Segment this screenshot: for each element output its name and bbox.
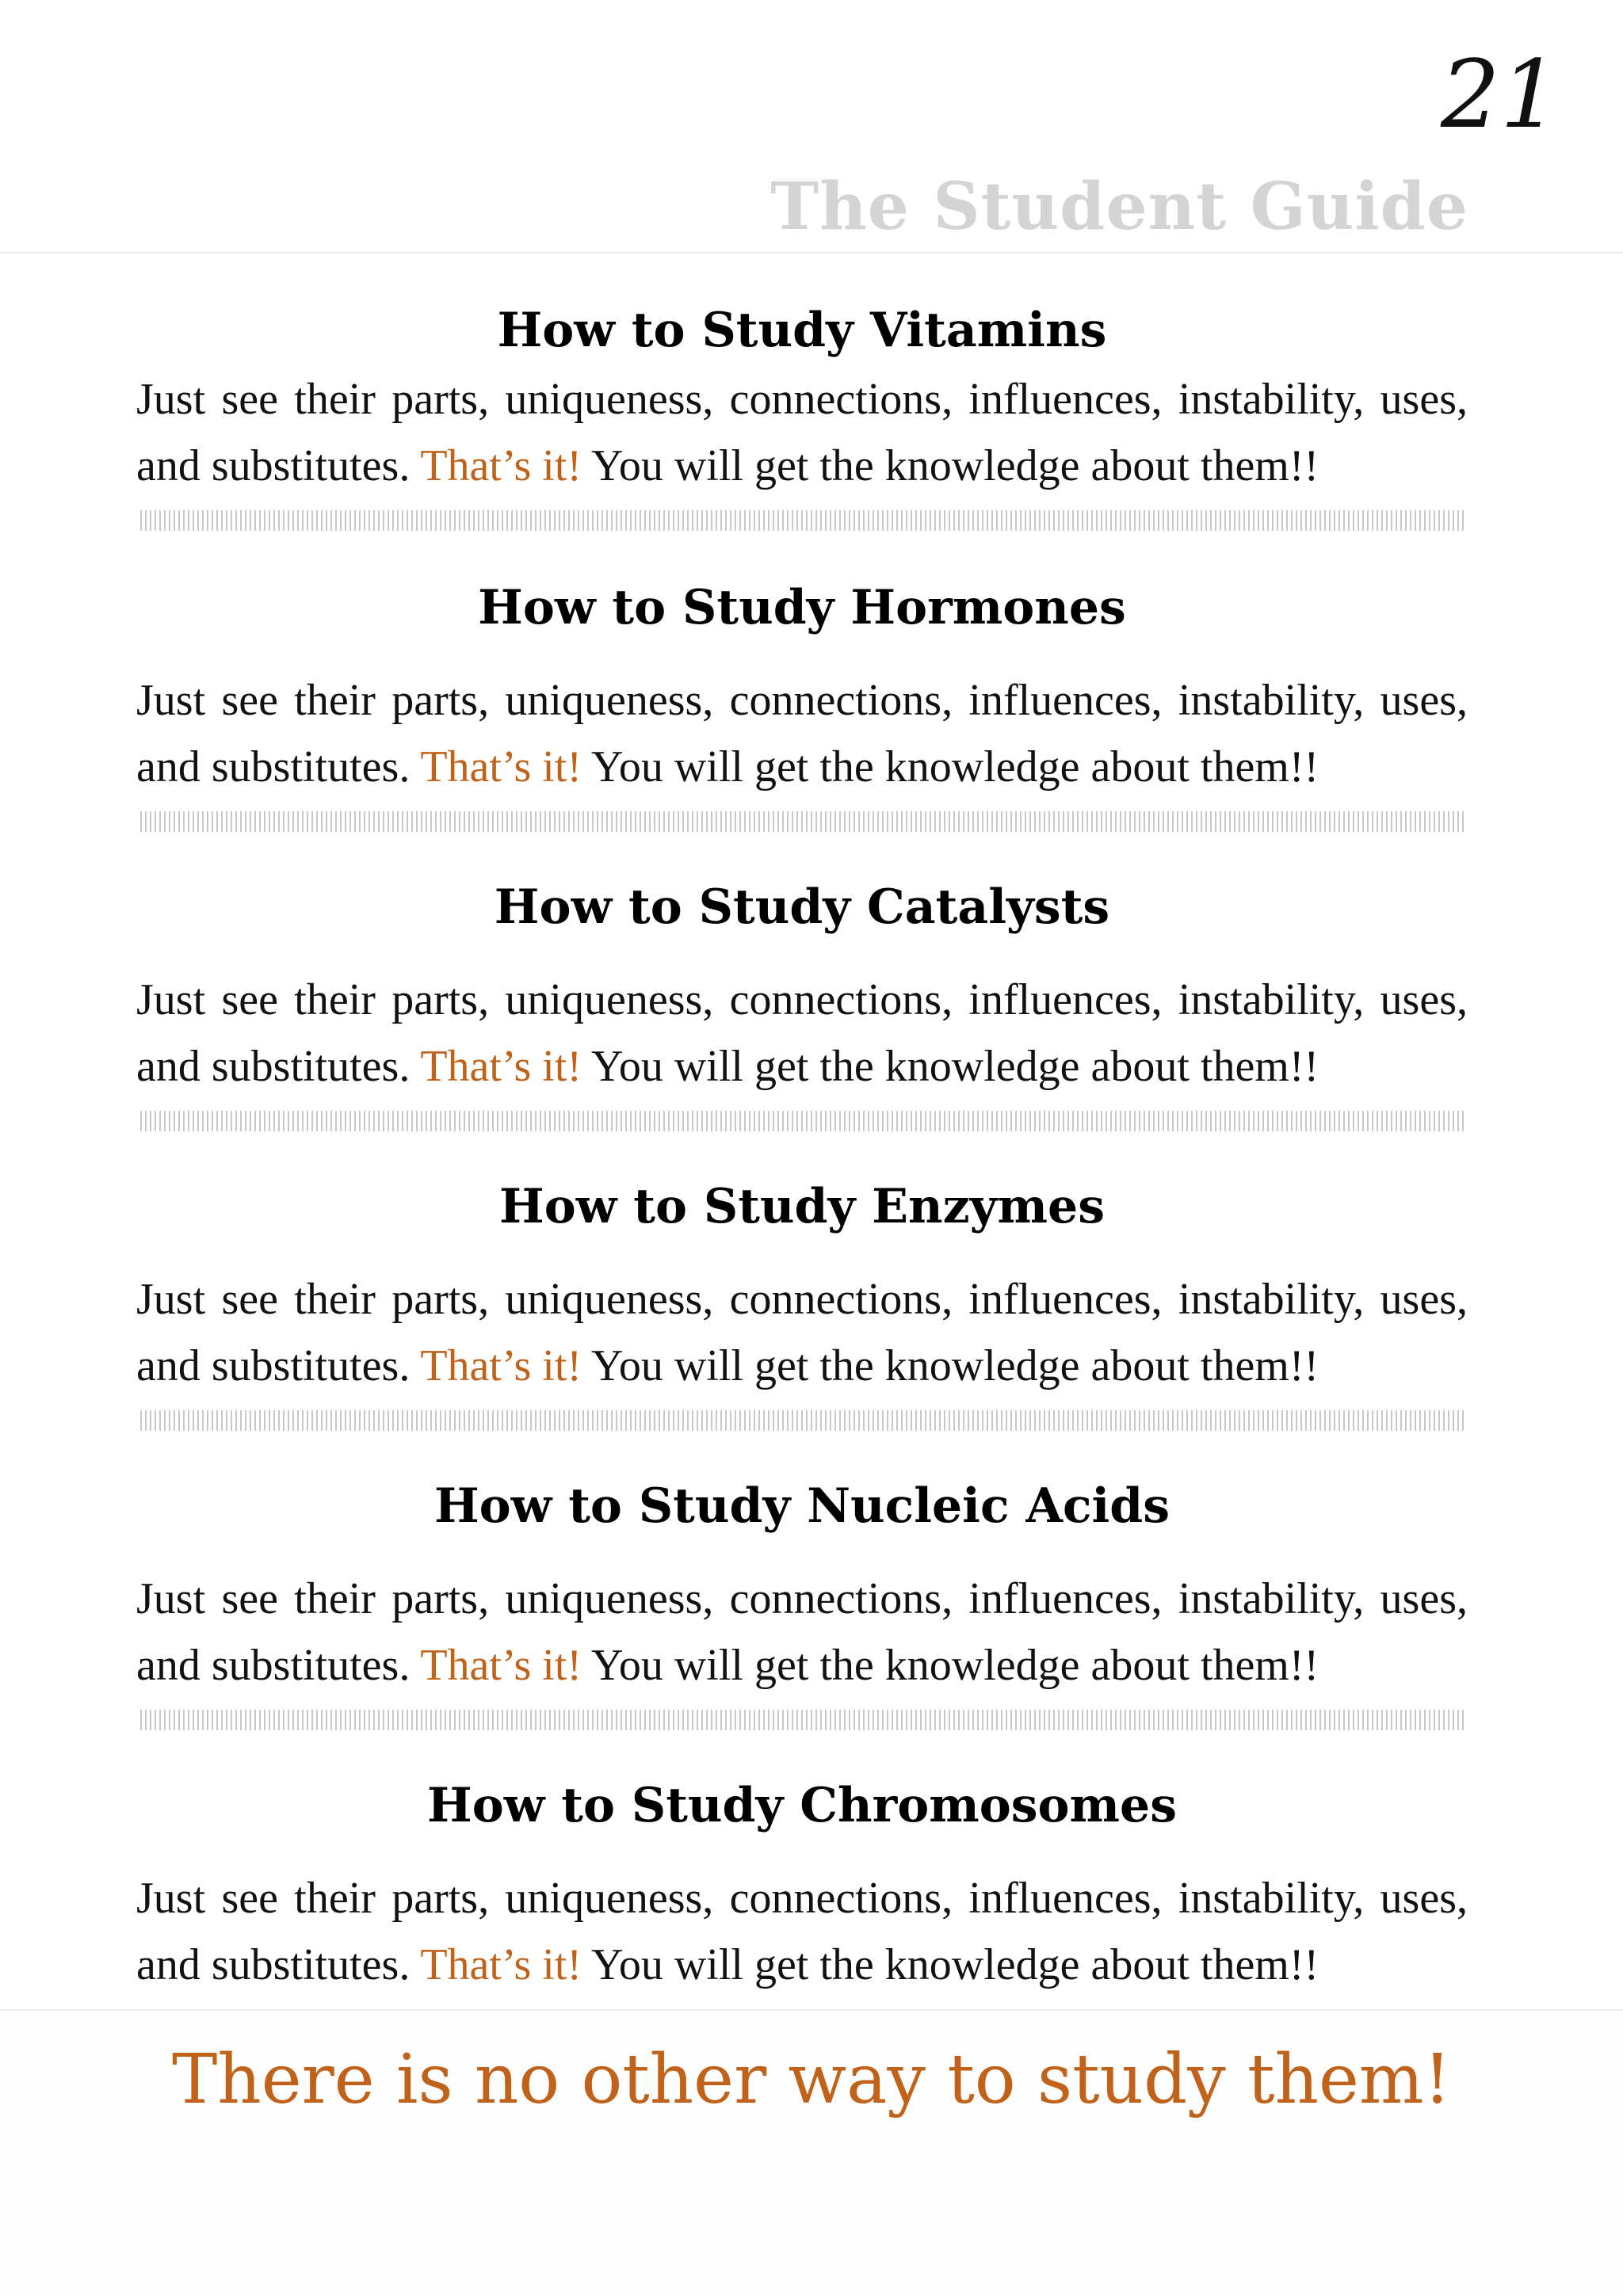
accent-phrase: That’s it!: [420, 1641, 582, 1690]
section-vitamins: [136, 295, 1468, 531]
section-title: How to Study Nucleic Acids: [433, 1478, 1170, 1534]
body-text: You will get the knowledge about them!!: [582, 1341, 1319, 1390]
body-line-2: [136, 734, 1468, 800]
body-line-2: [136, 433, 1468, 499]
body-text: and substitutes.: [136, 441, 421, 490]
page-number: 21: [1440, 40, 1560, 149]
body-text: You will get the knowledge about them!!: [582, 1641, 1319, 1690]
section-body: [136, 967, 1468, 1100]
body-text: and substitutes.: [136, 1940, 421, 1989]
section-divider: [140, 1111, 1464, 1131]
accent-phrase: That’s it!: [420, 1940, 582, 1989]
body-line-2: [136, 1033, 1468, 1100]
body-text: and substitutes.: [136, 1341, 421, 1390]
section-divider: [140, 1410, 1464, 1431]
section-title: How to Study Chromosomes: [427, 1778, 1177, 1833]
running-head: The Student Guide: [770, 169, 1468, 245]
body-text: and substitutes.: [136, 1641, 421, 1690]
section-divider: [140, 811, 1464, 832]
body-text: You will get the knowledge about them!!: [582, 1042, 1319, 1091]
header-band: [0, 0, 1623, 254]
section-body: [136, 1566, 1468, 1699]
body-text: and substitutes.: [136, 742, 421, 791]
accent-phrase: That’s it!: [420, 1341, 582, 1390]
section-body: [136, 366, 1468, 499]
section-title: How to Study Hormones: [478, 580, 1126, 635]
accent-phrase: That’s it!: [420, 441, 582, 490]
section-body: [136, 667, 1468, 800]
body-text: You will get the knowledge about them!!: [582, 742, 1319, 791]
section-title: How to Study Vitamins: [497, 303, 1107, 358]
body-line-1: Just see their parts, uniqueness, connections, influences, instability, uses,: [136, 1275, 1468, 1324]
section-chromosomes: [136, 1770, 1468, 1998]
body-line-2: [136, 1932, 1468, 1998]
closing-statement: There is no other way to study them!: [171, 2040, 1451, 2119]
section-title: How to Study Catalysts: [494, 879, 1110, 935]
body-line-1: Just see their parts, uniqueness, connections, influences, instability, uses,: [136, 676, 1468, 725]
accent-phrase: That’s it!: [420, 742, 582, 791]
section-nucleic-acids: [136, 1470, 1468, 1730]
body-text: You will get the knowledge about them!!: [582, 1940, 1319, 1989]
body-line-2: [136, 1632, 1468, 1699]
body-line-1: Just see their parts, uniqueness, connections, influences, instability, uses,: [136, 1874, 1468, 1923]
body-text: and substitutes.: [136, 1042, 421, 1091]
body-line-1: Just see their parts, uniqueness, connections, influences, instability, uses,: [136, 1574, 1468, 1623]
section-hormones: [136, 572, 1468, 832]
section-enzymes: [136, 1171, 1468, 1431]
body-line-2: [136, 1333, 1468, 1399]
section-body: [136, 1865, 1468, 1998]
section-divider: [140, 510, 1464, 531]
section-catalysts: [136, 871, 1468, 1131]
section-divider: [140, 1710, 1464, 1730]
section-body: [136, 1266, 1468, 1399]
body-line-1: Just see their parts, uniqueness, connections, influences, instability, uses,: [136, 375, 1468, 424]
accent-phrase: That’s it!: [420, 1042, 582, 1091]
body-line-1: Just see their parts, uniqueness, connections, influences, instability, uses,: [136, 975, 1468, 1024]
section-title: How to Study Enzymes: [499, 1179, 1105, 1234]
body-text: You will get the knowledge about them!!: [582, 441, 1319, 490]
